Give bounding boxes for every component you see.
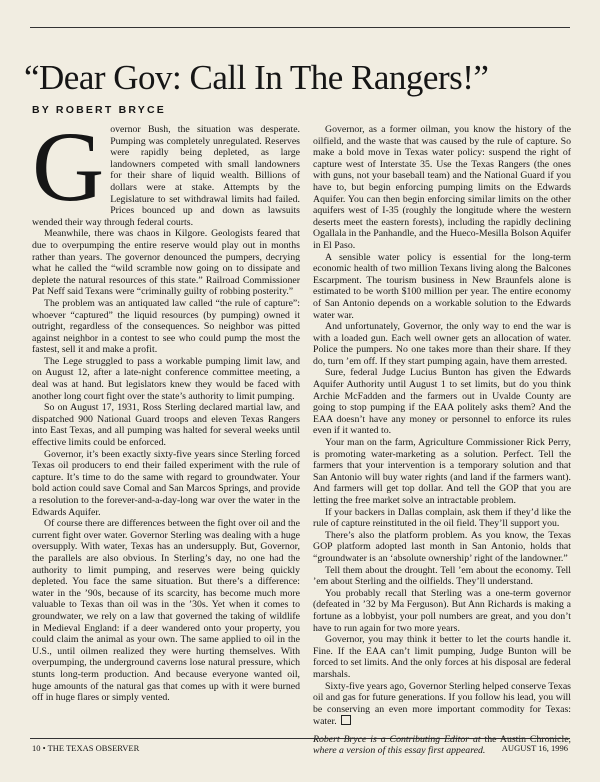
closing-text: Sixty-five years ago, Governor Sterling helped conserve Texas oil and gas for future generations. If you follow his lead, you will be conserving an even more important commodity for Texas: water. xyxy=(313,680,571,728)
end-mark-icon xyxy=(341,715,351,725)
top-rule xyxy=(30,27,570,28)
right-column xyxy=(313,124,571,757)
paragraph: Sure, federal Judge Lucius Bunton has given the Edwards Aquifer Authority until August 1 to set limits, but do you think Archie McFadden and the farmers out in Uvalde County are going to stop pumping if the EAA politely asks them? And the EAA doesn’t have any money or personnel to enforce its rules even if it wanted to. xyxy=(313,367,571,437)
lead-paragraph xyxy=(32,111,300,228)
bottom-rule xyxy=(30,738,570,739)
footer-page-info: 10 • THE TEXAS OBSERVER xyxy=(32,743,140,753)
headline: “Dear Gov: Call In The Rangers!” xyxy=(24,58,489,97)
bio-publication: the Austin Chronicle, xyxy=(480,733,571,745)
byline: BY ROBERT BRYCE xyxy=(32,104,166,116)
closing-paragraph xyxy=(313,681,571,728)
left-column xyxy=(32,111,300,704)
paragraph: The problem was an antiquated law called “the rule of capture”: whoever “captured” the liquid resources (by pumping) owned it outright, regardless of the consequences. So neighbor was pitted against neighbor in a contest to see who could pump the most the fastest, sell it and make a profit. xyxy=(32,297,300,356)
paragraph: A sensible water policy is essential for the long-term economic health of two million Texans living along the Balcones Escarpment. The tourism business in New Braunfels alone is estimated to be worth $100 million per year. The entire economy of San Antonio depends on a workable solution to the Edwards water war. xyxy=(313,251,571,321)
paragraph: Tell them about the drought. Tell ’em about the economy. Tell ’em about Sterling and the oilfields. They’ll understand. xyxy=(313,564,571,588)
paragraph: And unfortunately, Governor, the only way to end the war is with a loaded gun. Each well owner gets an allocation of water. Police the pumpers. No one takes more than their share. If they do, turn ’em off. If they start pumping again, have them arrested. xyxy=(313,321,571,367)
paragraph: Governor, as a former oilman, you know the history of the oilfield, and the waste that was caused by the rule of capture. So make a bold move in Texas water policy: suspend the right of capture west of Interstate 35. Use the Texas Rangers (the ones with guns, not your baseball team) and the National Guard if you have to, but begin enforcing pumping limits on the Edwards Aquifer. You can then begin enforcing similar limits on the other aquifers west of I-35 (roughly the longitude where the western deserts meet the eastern forests), including the rapidly declining Ogallala in the Panhandle, and the Hueco-Mesilla Bolson Aquifer in El Paso. xyxy=(313,124,571,251)
paragraph: If your backers in Dallas complain, ask them if they’d like the rule of capture reinstituted in the oil field. They’ll support you. xyxy=(313,506,571,530)
paragraph: The Lege struggled to pass a workable pumping limit law, and on August 12, after a late-night conference committee meeting, a deal was at hand. But legislators knew they would be faced with another long court fight over the state’s authority to limit pumping. xyxy=(32,355,300,402)
bio-text: Robert Bryce is a Contributing Editor at xyxy=(313,733,481,745)
lead-text: overnor Bush, the situation was desperate. Pumping was completely unregulated. Reserves were rapidly being depleted, as large landowners competed with small landowners for their share of liquid wealth. Billions of dollars were at stake. Attempts by the Legislature to set withdrawal limits had failed. Prices bounced up and down as lawsuits wended their way through federal courts. xyxy=(32,124,300,228)
paragraph: Governor, it’s been exactly sixty-five years since Sterling forced Texas oil producers to end their failed experiment with the rule of capture. It’s time to do the same with regard to groundwater. Your bold action could save Comal and San Marcos Springs, and provide a resolution to the forever-and-a-day-long war over the water in the Edwards Aquifer. xyxy=(32,448,300,518)
paragraph: You probably recall that Sterling was a one-term governor (defeated in ’32 by Ma Ferguson). But Ann Richards is making a fortune as a lobbyist, your poll numbers are great, and you don’t have to run again for two more years. xyxy=(313,587,571,634)
paragraph: Meanwhile, there was chaos in Kilgore. Geologists feared that due to overpumping the entire reserve would play out in months rather than years. The governor denounced the pumpers, decrying what he called the “wild scramble now going on to dissipate and deplete the natural resources of this state.” Railroad Commissioner Pat Neff said Texans were “criminally guilty of robbing posterity.” xyxy=(32,228,300,298)
bio-text-end: where a version of this essay first appeared. xyxy=(313,745,486,757)
paragraph: So on August 17, 1931, Ross Sterling declared martial law, and dispatched 900 National Guard troops and eleven Texas Rangers into East Texas, and all pumping was halted for several weeks until effective limits could be enforced. xyxy=(32,402,300,449)
paragraph: Governor, you may think it better to let the courts handle it. Fine. If the EAA can’t limit pumping, Judge Bunton will be forced to set limits. And the only forces at his disposal are federal marshals. xyxy=(313,634,571,680)
footer-date: AUGUST 16, 1996 xyxy=(501,743,568,753)
paragraph: There’s also the platform problem. As you know, the Texas GOP platform adopted last month in San Antonio, holds that “groundwater is an ‘absolute ownership’ right of the landowner.” xyxy=(313,529,571,564)
paragraph: Your man on the farm, Agriculture Commissioner Rick Perry, is promoting water-marketing as a solution. Perfect. Tell the farmers that your intervention is a temporary solution and that San Antonio will buy water rights (and land if the farmers want). And farmers will get top dollar. And tell the GOP that you are letting the free market solve an intractable problem. xyxy=(313,437,571,506)
drop-cap: G xyxy=(32,111,105,222)
paragraph: Of course there are differences between the fight over oil and the current fight over water. Governor Sterling was dealing with a huge oversupply. With water, Texas has an undersupply. But, Governor, the parallels are also obvious. In Sterling’s day, no one had the authority to limit pumping, and reserves were being quickly depleted. You face the same situation. But there’s a difference: water in the ’90s, because of its scarcity, has become much more valuable to Texas than oil was in the ’30s. Yet when it comes to groundwater, we rely on a law that governed the taking of wildlife in Medieval England: if a deer wandered onto your property, you could claim the animal as your own. The same applied to oil in the U.S., until oilmen realized they were hurting themselves. With overpumping, the underground caverns lose natural pressure, which stunts long-term production. And because everyone wanted oil, huge amounts of the natural gas that comes up with it were burned off in huge flares or simply vented. xyxy=(32,518,300,704)
